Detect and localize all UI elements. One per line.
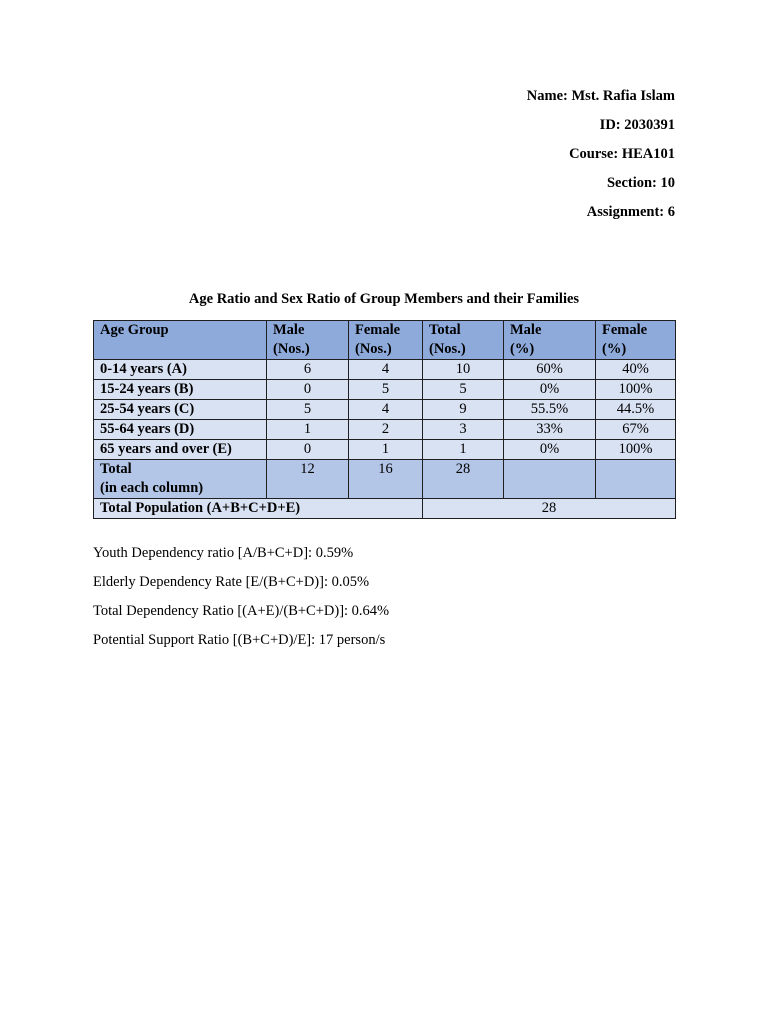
row-label: 0-14 years (A) [94, 360, 267, 380]
cell-male: 6 [267, 360, 349, 380]
cell-female-pct: 100% [596, 380, 676, 400]
youth-dependency-ratio: Youth Dependency ratio [A/B+C+D]: 0.59% [93, 545, 354, 561]
total-female-pct-empty [596, 460, 676, 499]
cell-male: 1 [267, 420, 349, 440]
cell-male: 0 [267, 380, 349, 400]
cell-male: 5 [267, 400, 349, 420]
cell-female: 4 [349, 360, 423, 380]
cell-female: 4 [349, 400, 423, 420]
elderly-dependency-rate: Elderly Dependency Rate [E/(B+C+D)]: 0.05% [93, 574, 370, 590]
potential-support-ratio: Potential Support Ratio [(B+C+D)/E]: 17 person/s [93, 632, 386, 648]
total-female: 16 [349, 460, 423, 499]
cell-male-pct: 0% [504, 440, 596, 460]
header-male-pct: Male (%) [504, 321, 596, 360]
table-row [94, 420, 676, 440]
total-row-label: Total (in each column) [94, 460, 267, 499]
cell-male-pct: 55.5% [504, 400, 596, 420]
total-dependency-ratio: Total Dependency Ratio [(A+E)/(B+C+D)]: 0.64% [93, 603, 390, 619]
cell-total: 3 [423, 420, 504, 440]
row-label: 55-64 years (D) [94, 420, 267, 440]
table-row [94, 400, 676, 420]
population-row [94, 499, 676, 519]
header-male-nos: Male (Nos.) [267, 321, 349, 360]
table-row [94, 380, 676, 400]
cell-male-pct: 33% [504, 420, 596, 440]
course-code: Course: HEA101 [569, 146, 675, 162]
row-label: 65 years and over (E) [94, 440, 267, 460]
table-row [94, 440, 676, 460]
dependency-ratios [93, 542, 389, 658]
cell-male-pct: 60% [504, 360, 596, 380]
header-age-group: Age Group [94, 321, 267, 360]
student-id: ID: 2030391 [599, 117, 675, 133]
cell-total: 5 [423, 380, 504, 400]
total-total: 28 [423, 460, 504, 499]
table-header-row [94, 321, 676, 360]
total-male: 12 [267, 460, 349, 499]
total-male-pct-empty [504, 460, 596, 499]
cell-female: 5 [349, 380, 423, 400]
row-label: 15-24 years (B) [94, 380, 267, 400]
row-label: 25-54 years (C) [94, 400, 267, 420]
cell-female: 1 [349, 440, 423, 460]
cell-female-pct: 40% [596, 360, 676, 380]
header-female-nos: Female (Nos.) [349, 321, 423, 360]
total-row [94, 460, 676, 499]
student-info [527, 86, 675, 231]
cell-male-pct: 0% [504, 380, 596, 400]
cell-total: 10 [423, 360, 504, 380]
cell-female-pct: 44.5% [596, 400, 676, 420]
cell-female-pct: 100% [596, 440, 676, 460]
header-female-pct: Female (%) [596, 321, 676, 360]
population-label: Total Population (A+B+C+D+E) [94, 499, 423, 519]
table-row [94, 360, 676, 380]
table-title: Age Ratio and Sex Ratio of Group Members and their Families [188, 291, 580, 307]
population-value: 28 [423, 499, 676, 519]
age-sex-ratio-table [93, 320, 676, 519]
cell-total: 1 [423, 440, 504, 460]
cell-total: 9 [423, 400, 504, 420]
cell-male: 0 [267, 440, 349, 460]
assignment-number: Assignment: 6 [586, 204, 675, 220]
cell-female-pct: 67% [596, 420, 676, 440]
header-total-nos: Total (Nos.) [423, 321, 504, 360]
student-name: Name: Mst. Rafia Islam [526, 88, 675, 104]
section-number: Section: 10 [606, 175, 675, 191]
cell-female: 2 [349, 420, 423, 440]
